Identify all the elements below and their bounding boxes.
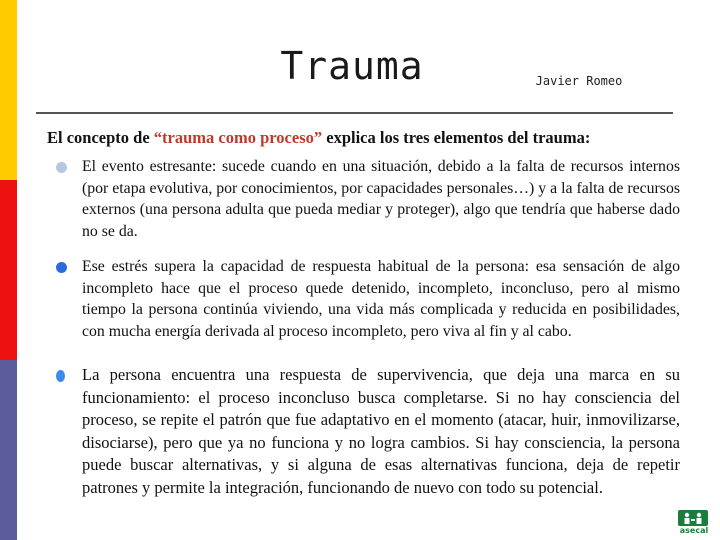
slide-content xyxy=(40,128,680,509)
logo-label: asecal xyxy=(679,526,709,535)
list-item xyxy=(40,364,680,499)
author-name: Javier Romeo xyxy=(535,74,623,88)
intro-prefix: El concepto de xyxy=(47,128,154,147)
intro-suffix: explica los tres elementos del trauma: xyxy=(322,128,591,147)
bullet-dot-icon xyxy=(56,262,67,273)
slide-title: Trauma xyxy=(280,44,424,88)
intro-sentence xyxy=(47,128,680,148)
list-item xyxy=(40,156,680,242)
side-bar-blue xyxy=(0,360,17,540)
list-item xyxy=(40,256,680,342)
bullet-text: La persona encuentra una respuesta de supervivencia, que deja una marca en su funcionamiento: el proceso inconcluso busca completarse. Si no hay consciencia del proceso, se repite el patrón que fue adaptativo en el momento (atacar, huir, inmovilizarse, disociarse), pero que ya no funciona y no logra cambios. Si hay consciencia, la persona puede buscar alternativas, y si alguna de esas alternativas funciona, deja de repetir patrones y permite la integración, funcionando de nuevo con todo su potencial. xyxy=(82,365,680,497)
intro-quote: “trauma como proceso” xyxy=(153,128,323,147)
bullet-text: Ese estrés supera la capacidad de respuesta habitual de la persona: esa sensación de algo incompleto hace que el proceso quede detenido, incompleto, inconcluso, pero al mismo tiempo la persona continúa viviendo, una vida más complicada y reducida en posibilidades, con mucha energía derivada al proceso incompleto, pero viva al fin y al cabo. xyxy=(82,258,680,340)
side-bar-red xyxy=(0,180,17,360)
bullet-dot-icon xyxy=(56,162,67,173)
side-bar-yellow xyxy=(0,0,17,180)
bullet-dot-icon xyxy=(56,370,65,382)
bullet-text: El evento estresante: sucede cuando en una situación, debido a la falta de recursos internos (por etapa evolutiva, por conocimientos, por capacidades personales…) y a la falta de recursos externos (una persona adulta que pueda mediar y proteger), algo que tendría que haberse dado no se da. xyxy=(82,158,680,240)
title-divider xyxy=(36,112,673,114)
